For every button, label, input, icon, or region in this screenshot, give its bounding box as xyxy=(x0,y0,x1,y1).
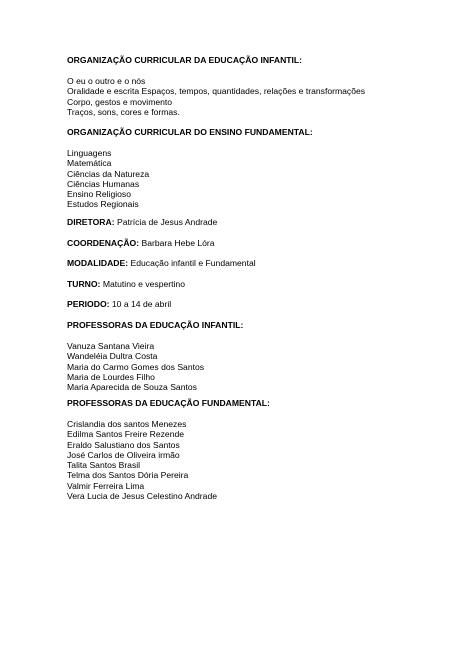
list-item: Valmir Ferreira Lima xyxy=(67,480,145,491)
list-item: Maria do Carmo Gomes dos Santos xyxy=(67,361,205,372)
list-item: Crislandia dos santos Menezes xyxy=(67,419,187,429)
list-item: José Carlos de Oliveira irmão xyxy=(67,449,180,460)
list-item: Maria de Lourdes Filho xyxy=(67,371,155,382)
list-item: Edilma Santos Freire Rezende xyxy=(67,429,185,440)
modalidade-line xyxy=(67,258,454,268)
modalidade-value: Educação infantil e Fundamental xyxy=(130,258,256,268)
prof-fundamental-list xyxy=(67,419,454,501)
list-item: Ciências Humanas xyxy=(67,178,140,189)
list-item: Maria Aparecida de Souza Santos xyxy=(67,382,197,393)
fundamental-curriculum-list xyxy=(67,148,454,210)
list-item: Wandeléia Dultra Costa xyxy=(67,351,158,362)
infantil-curriculum-list xyxy=(67,76,454,117)
modalidade-label: MODALIDADE: xyxy=(67,258,129,268)
list-item: Traços, sons, cores e formas. xyxy=(67,106,180,117)
list-item: Matemática xyxy=(67,158,112,169)
prof-fundamental-section xyxy=(67,398,454,408)
list-item: Vanuza Santana Vieira xyxy=(67,341,155,351)
infantil-curriculum-section xyxy=(67,55,454,65)
periodo-label: PERIODO: xyxy=(67,299,110,309)
periodo-line xyxy=(67,299,454,309)
coordenacao-line xyxy=(67,238,454,248)
fundamental-curriculum-section xyxy=(67,127,454,137)
coordenacao-label: COORDENAÇÃO: xyxy=(67,238,140,248)
list-item: Estudos Regionais xyxy=(67,199,139,210)
prof-infantil-list xyxy=(67,341,454,392)
diretora-value: Patrícia de Jesus Andrade xyxy=(116,217,218,227)
list-item: Linguagens xyxy=(67,148,112,158)
list-item: Ciências da Natureza xyxy=(67,168,150,179)
list-item: O eu o outro e o nós xyxy=(67,76,146,86)
prof-infantil-section xyxy=(67,320,454,330)
infantil-curriculum-title: ORGANIZAÇÃO CURRICULAR DA EDUCAÇÃO INFANTIL: xyxy=(67,55,303,65)
turno-label: TURNO: xyxy=(67,279,101,289)
prof-infantil-title: PROFESSORAS DA EDUCAÇÃO INFANTIL: xyxy=(67,320,244,330)
list-item: Ensino Religioso xyxy=(67,189,132,200)
periodo-value: 10 a 14 de abril xyxy=(111,299,172,309)
diretora-label: DIRETORA: xyxy=(67,217,115,227)
turno-value: Matutino e vespertino xyxy=(102,279,185,289)
coordenacao-value: Barbara Hebe Lóra xyxy=(141,238,215,248)
list-item: Corpo, gestos e movimento xyxy=(67,96,173,107)
list-item: Talita Santos Brasil xyxy=(67,460,141,471)
fundamental-curriculum-title: ORGANIZAÇÃO CURRICULAR DO ENSINO FUNDAMENTAL: xyxy=(67,127,313,137)
list-item: Oralidade e escrita Espaços, tempos, quantidades, relações e transformações xyxy=(67,86,366,97)
list-item: Eraldo Salustiano dos Santos xyxy=(67,439,180,450)
list-item: Vera Lucia de Jesus Celestino Andrade xyxy=(67,491,218,502)
diretora-line xyxy=(67,217,454,227)
list-item: Telma dos Santos Dória Pereira xyxy=(67,470,189,481)
prof-fundamental-title: PROFESSORAS DA EDUCAÇÃO FUNDAMENTAL: xyxy=(67,398,270,408)
turno-line xyxy=(67,279,454,289)
